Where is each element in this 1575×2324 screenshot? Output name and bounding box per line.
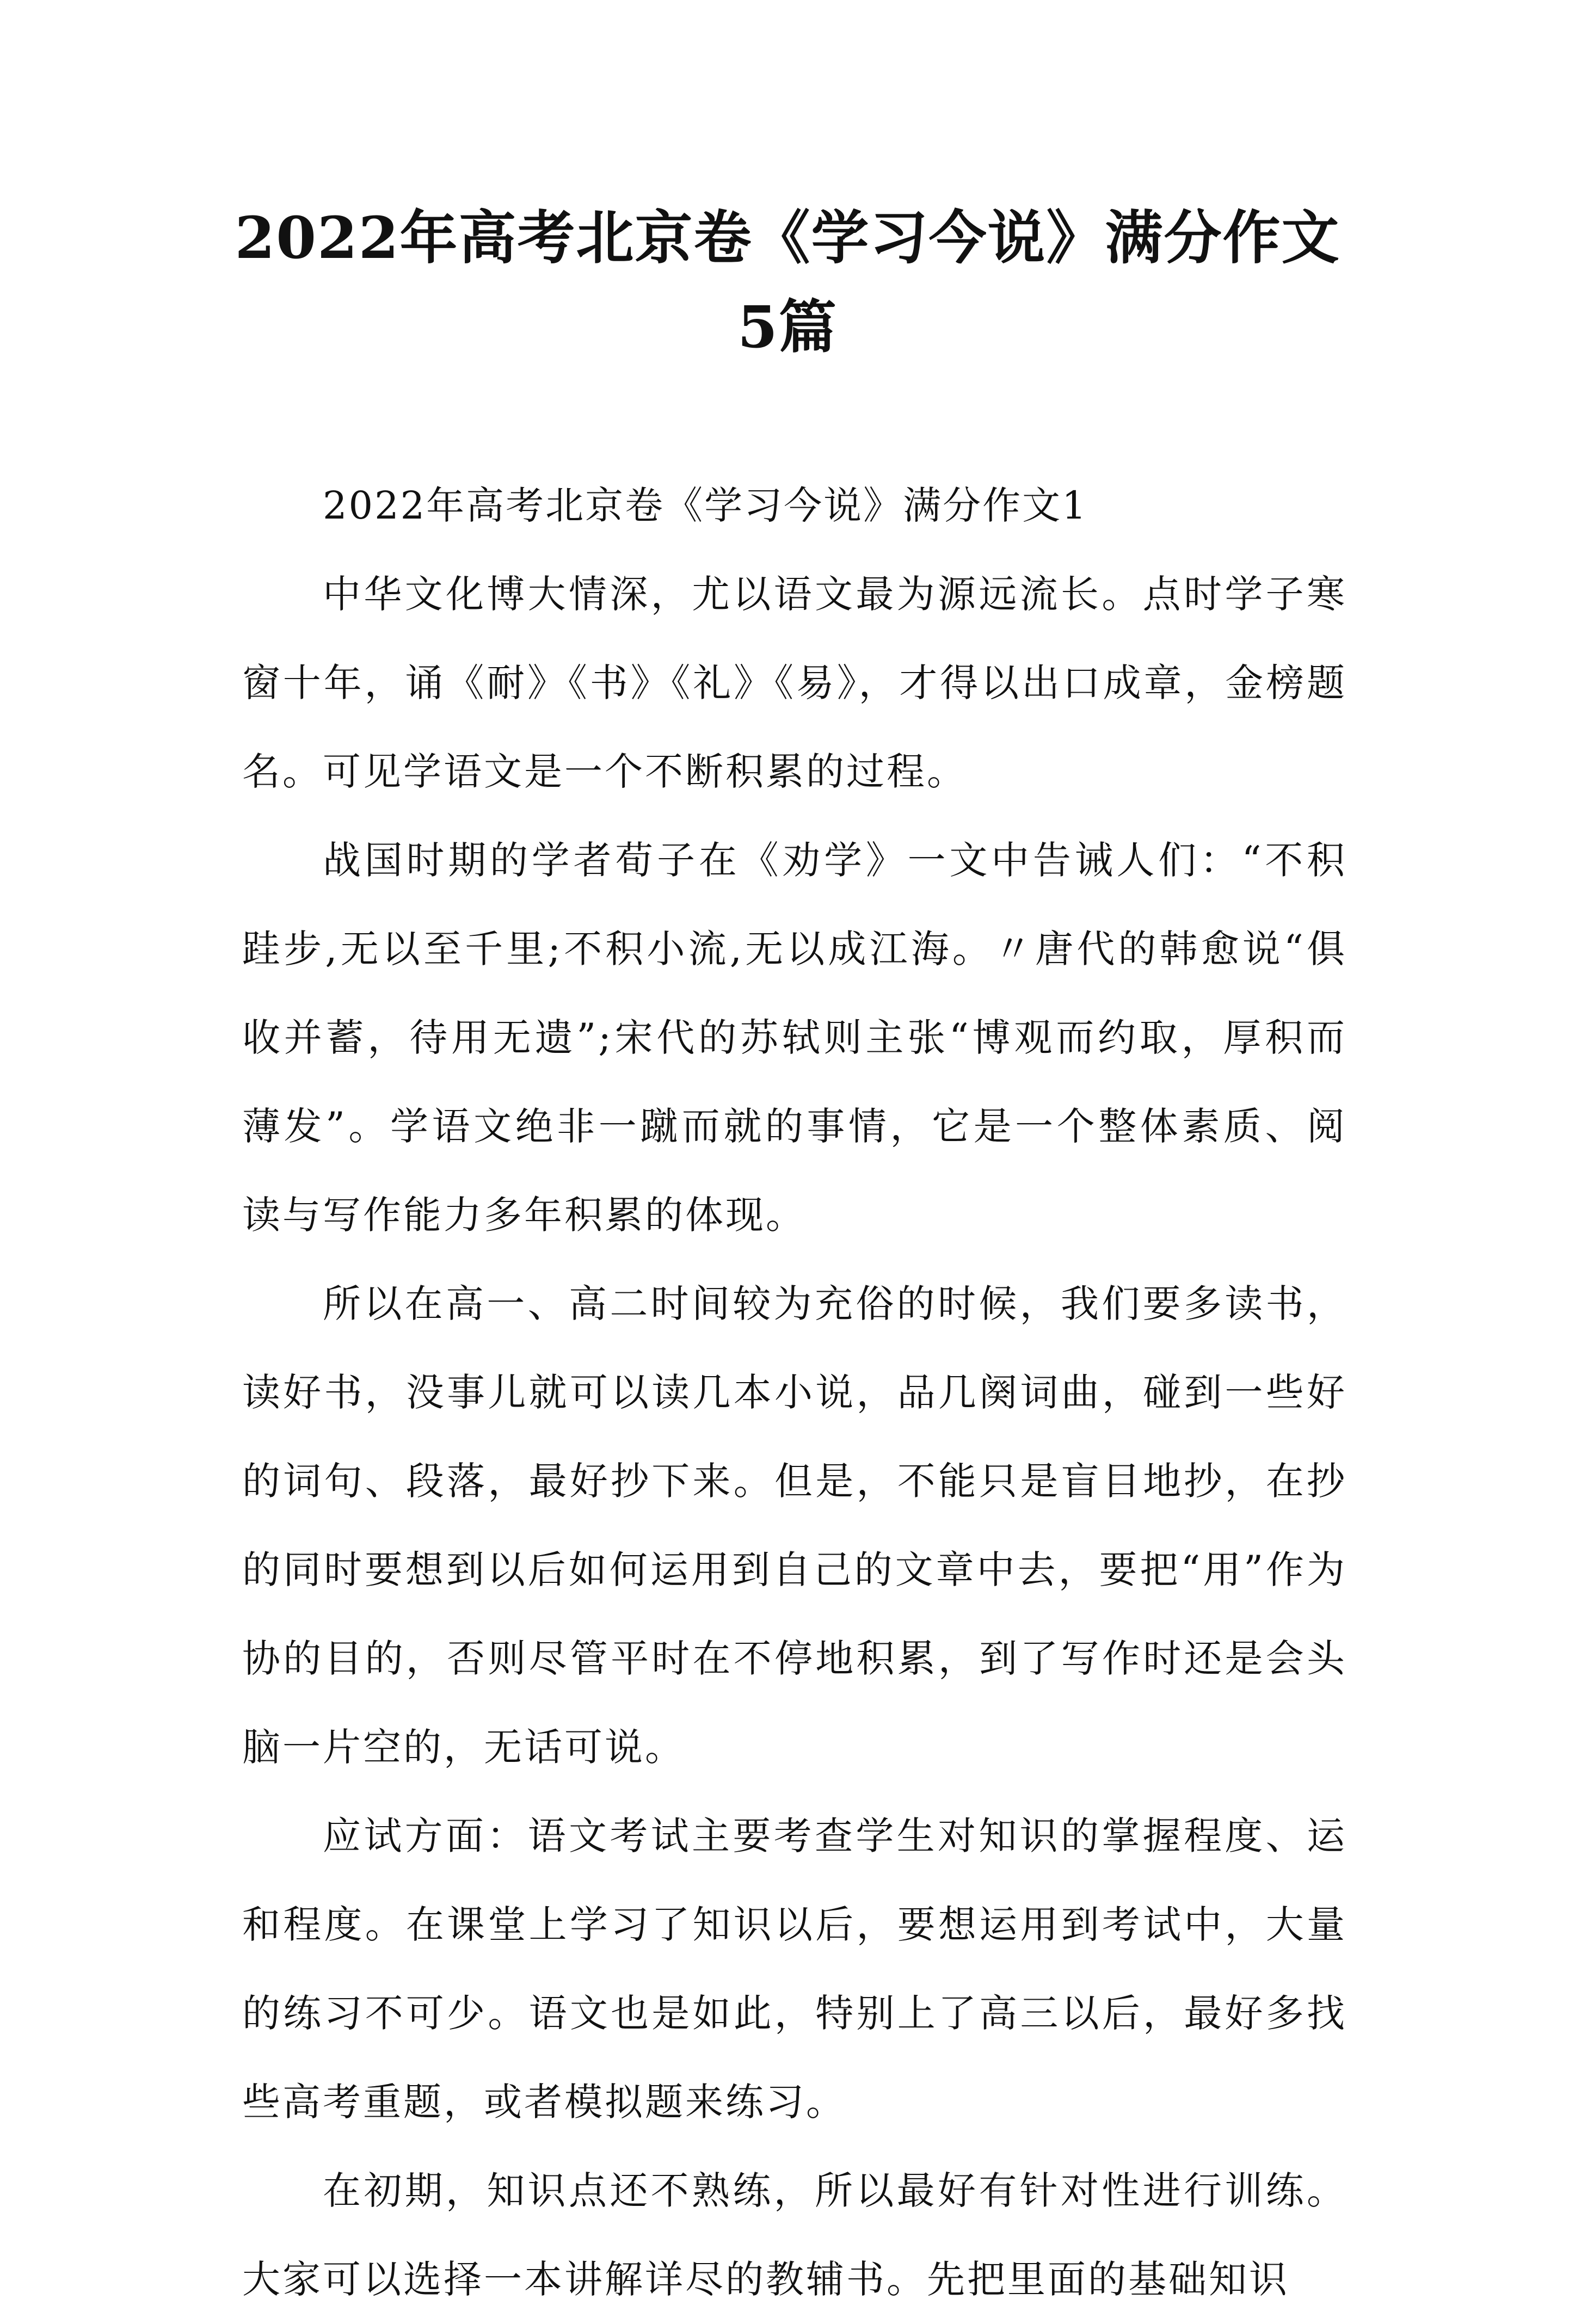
- paragraph: 战国时期的学者荀子在《劝学》一文中告诫人们：“不积跬步,无以至千里;不积小流,无以成江海。〃唐代的韩愈说“俱收并蓄，待用无遗”;宋代的苏轼则主张“博观而约取，厚积而薄发”。学语文绝非一蹴而就的事情，它是一个整体素质、阅读与写作能力多年积累的体现。: [242, 838, 1347, 1237]
- paragraph: 在初期，知识点还不熟练，所以最好有针对性进行训练。大家可以选择一本讲解详尽的教辅书。先把里面的基础知识: [242, 2168, 1347, 2302]
- section-heading: 2022年高考北京卷《学习今说》满分作文1: [323, 483, 1088, 528]
- paragraph: 所以在高一、高二时间较为充俗的时候，我们要多读书，读好书，没事儿就可以读几本小说，品几阕词曲，碰到一些好的词句、段落，最好抄下来。但是，不能只是盲目地抄，在抄的同时要想到以后如何运用到自己的文章中去，要把“用”作为协的目的，否则尽管平时在不停地积累，到了写作时还是会头脑一片空的，无话可说。: [242, 1281, 1347, 1770]
- paragraph: 中华文化博大情深，尤以语文最为源远流长。点时学子寒窗十年，诵《耐》《书》《礼》《易》，才得以出口成章，金榜题名。可见学语文是一个不断积累的过程。: [242, 572, 1347, 794]
- document-body: [242, 461, 1347, 2324]
- paragraph: 应试方面：语文考试主要考查学生对知识的掌握程度、运和程度。在课堂上学习了知识以后，要想运用到考试中，大量的练习不可少。语文也是如此，特别上了高三以后，最好多找些高考重题，或者模拟题来练习。: [242, 1814, 1347, 2124]
- document-title: 2022年高考北京卷《学习今说》满分作文5篇: [235, 204, 1340, 361]
